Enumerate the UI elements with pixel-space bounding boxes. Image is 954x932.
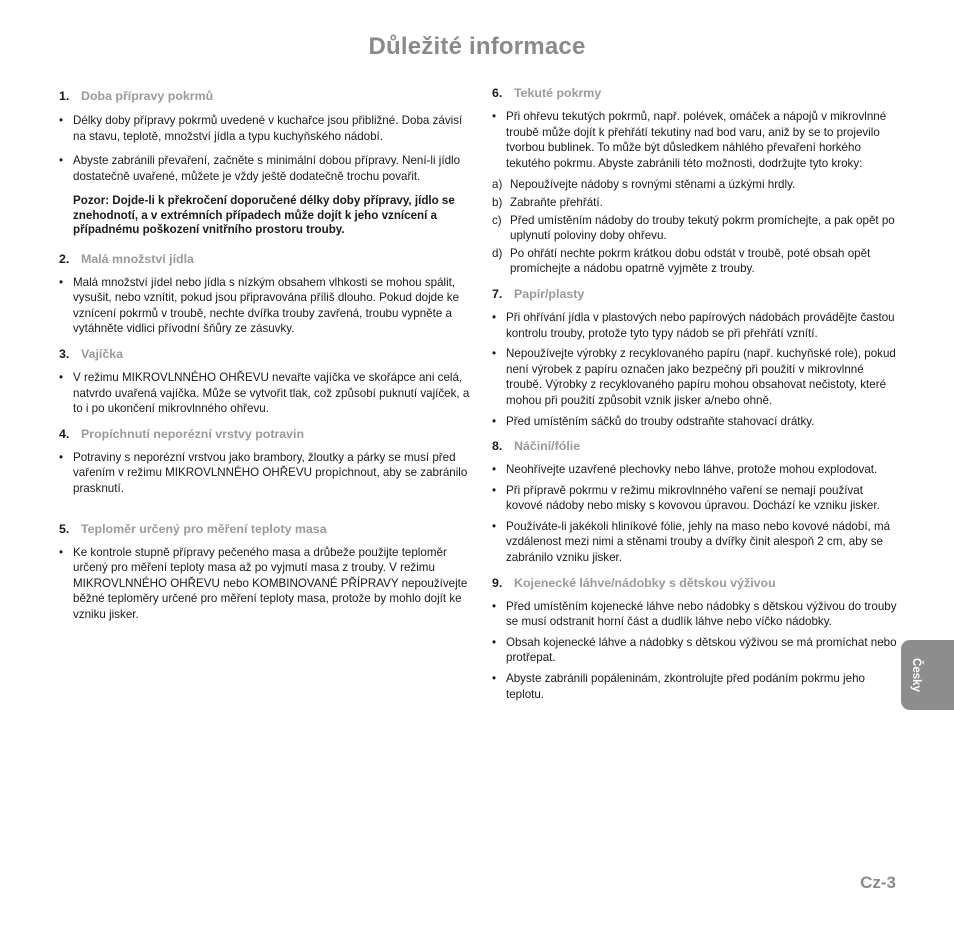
bullet-icon: • — [492, 672, 497, 686]
step-item: d) Po ohřátí nechte pokrm krátkou dobu odstát v troubě, poté obsah opět promíchejte a nádobu opatrně vyjměte z trouby. — [492, 246, 871, 276]
language-tab-label: Česky — [910, 658, 922, 692]
section-number: 2. — [59, 251, 70, 266]
section-utensils-foil — [492, 439, 898, 566]
step-item: c) Před umístěním nádoby do trouby tekutý pokrm promíchejte, a pak opět po uplynutí poloviny doby ohřevu. — [492, 213, 895, 243]
section-number: 3. — [59, 346, 70, 361]
list-item: • Neohřívejte uzavřené plechovky nebo láhve, protože mohou explodovat. — [492, 463, 878, 477]
list-item: • Obsah kojenecké láhve a nádobky s dětskou výživou se má promíchat nebo protřepat. — [492, 635, 897, 665]
section-title: Náčiní/fólie — [514, 439, 581, 454]
bullet-icon: • — [492, 110, 497, 123]
list-item: • Ke kontrole stupně přípravy pečeného masa a drůbeže použijte teploměr určený pro měření teploty masa až po vyjmutí masa z trouby. V režimu MIKROVLNNÉHO OHŘEVU nebo KOMBINOVANÉ PŘÍPRAVY nepoužívejte běžné teploměry určené pro měření teploty masa, protože by mohlo dojít ke vzniku jisker. — [59, 545, 468, 621]
bullet-icon: • — [492, 483, 497, 497]
section-heading — [492, 287, 898, 301]
section-baby-bottles — [492, 576, 898, 703]
section-title: Kojenecké láhve/nádobky s dětskou výživou — [514, 575, 776, 590]
bullet-icon: • — [59, 450, 64, 464]
list-item: • Před umístěním sáčků do trouby odstraňte stahovací drátky. — [492, 414, 815, 428]
section-number: 5. — [59, 521, 70, 536]
section-number: 1. — [59, 89, 70, 103]
section-piercing — [59, 427, 473, 497]
section-cooking-time — [59, 86, 473, 238]
section-title: Propíchnutí neporézní vrstvy potravin — [81, 426, 305, 441]
bullet-icon: • — [59, 370, 64, 384]
warning-text: Pozor: Dojde-li k překročení doporučené délky doby přípravy, jídlo se znehodnotí, a v extrémních případech může dojít k jeho vznícení a případnému poškození vnitřního prostoru trouby. — [73, 194, 455, 237]
list-item: • Při ohřívání jídla v plastových nebo papírových nádobách provádějte častou kontrolu trouby, protože tyto typy nádob se při přehřátí vznítí. — [492, 310, 895, 340]
section-title: Papír/plasty — [514, 286, 585, 301]
list-item: • Před umístěním kojenecké láhve nebo nádobky s dětskou výživou do trouby se musí odstranit horní část a dudlík láhve nebo víčko nádobky. — [492, 599, 897, 629]
section-number: 8. — [492, 439, 503, 454]
left-column — [59, 86, 473, 623]
list-item: • V režimu MIKROVLNNÉHO OHŘEVU nevařte vajíčka ve skořápce ani celá, natvrdo uvařená vajíčka. Může se vytvořit tlak, což způsobí puknutí vajíček, a to i po ukončení mikrovlnného ohřevu. — [59, 370, 470, 416]
section-liquids — [492, 86, 898, 277]
section-number: 7. — [492, 286, 503, 301]
section-title: Tekuté pokrmy — [514, 86, 602, 100]
list-item: • Potraviny s neporézní vrstvou jako brambory, žloutky a párky se musí před vařením v režimu MIKROVLNNÉHO OHŘEVU propíchnout, aby se zabránilo prasknutí. — [59, 450, 468, 495]
bullet-icon: • — [59, 154, 64, 168]
bullet-icon: • — [59, 545, 64, 559]
list-item: • Abyste zabránili popáleninám, zkontrolujte před podáním pokrmu jeho teplotu. — [492, 672, 865, 701]
section-heading — [492, 439, 898, 453]
page-number: Cz-3 — [860, 873, 896, 892]
section-title: Malá množství jídla — [81, 251, 194, 266]
section-heading — [59, 89, 473, 103]
section-heading — [492, 86, 898, 100]
list-item: • Používáte-li jakékoli hliníkové fólie, jehly na maso nebo kovové nádobí, má vzdálenost mezi nimi a stěnami trouby a dvířky činit alespoň 2 cm, aby se zabránilo vzniku jisker. — [492, 519, 891, 565]
section-paper-plastics — [492, 287, 898, 429]
language-tab — [901, 640, 954, 710]
bullet-icon: • — [492, 414, 497, 428]
bullet-icon: • — [492, 635, 497, 649]
section-heading — [59, 427, 473, 441]
list-item: • Při přípravě pokrmu v režimu mikrovlnného vaření se nemají používat kovové nádoby nebo misky s kovovou úpravou. Dochází ke vzniku jisker. — [492, 483, 880, 513]
bullet-icon: • — [59, 275, 64, 289]
section-title: Vajíčka — [81, 346, 124, 361]
list-item: • Abyste zabránili převaření, začněte s minimální dobou přípravy. Není-li jídlo dostatečně uvařené, můžete je vždy ještě dodatečně trochu povařit. — [59, 154, 461, 183]
section-number: 6. — [492, 86, 503, 100]
section-small-quantities — [59, 252, 473, 337]
section-heading — [59, 522, 473, 536]
bullet-icon: • — [492, 599, 497, 613]
step-item: b) Zabraňte přehřátí. — [492, 195, 603, 209]
right-column — [492, 86, 898, 702]
section-heading — [59, 347, 473, 361]
section-title: Doba přípravy pokrmů — [81, 89, 214, 103]
page-title: Důležité informace — [368, 33, 586, 60]
list-item: • Nepoužívejte výrobky z recyklovaného papíru (např. kuchyňské role), pokud není výrobek z papíru označen jako bezpečný při použití v mikrovlnné troubě. Výrobky z recyklovaného papíru mohou obsahovat nečistoty, které mohou při použití způsobit vznik jisker a/nebo ohně. — [492, 347, 896, 407]
list-item: • Při ohřevu tekutých pokrmů, např. polévek, omáček a nápojů v mikrovlnné troubě může dojít k přehřátí tekutiny nad bod varu, aniž by se to projevilo tvorbou bublinek. To může být důsledkem náhlého převaření horkého tekutého pokrmu. Abyste zabránili této možnosti, dodržujte tyto kroky: — [492, 110, 887, 170]
bullet-icon: • — [492, 463, 497, 477]
section-meat-thermometer — [59, 522, 473, 623]
section-eggs — [59, 347, 473, 417]
section-heading — [492, 576, 898, 590]
list-item: • Malá množství jídel nebo jídla s nízkým obsahem vlhkosti se mohou spálit, vysušit, nebo vznítit, pokud jsou připravována příliš dlouho. Pokud dojde ke vznícení pokrmů v troubě, nechte dvířka trouby zavřená, troubu vypněte a vytáhněte vidlici přívodní šňůry ze zásuvky. — [59, 275, 460, 336]
bullet-icon: • — [59, 114, 64, 127]
section-number: 9. — [492, 575, 503, 590]
bullet-icon: • — [492, 310, 497, 324]
step-item: a) Nepoužívejte nádoby s rovnými stěnami a úzkými hrdly. — [492, 178, 796, 192]
bullet-icon: • — [492, 519, 497, 533]
section-number: 4. — [59, 426, 70, 441]
section-heading — [59, 252, 473, 266]
bullet-icon: • — [492, 347, 497, 361]
section-title: Teploměr určený pro měření teploty masa — [81, 521, 327, 536]
list-item: • Délky doby přípravy pokrmů uvedené v kuchařce jsou přibližné. Doba závisí na stavu, teplotě, množství jídla a typu kuchyňského nádobí. — [59, 114, 463, 143]
